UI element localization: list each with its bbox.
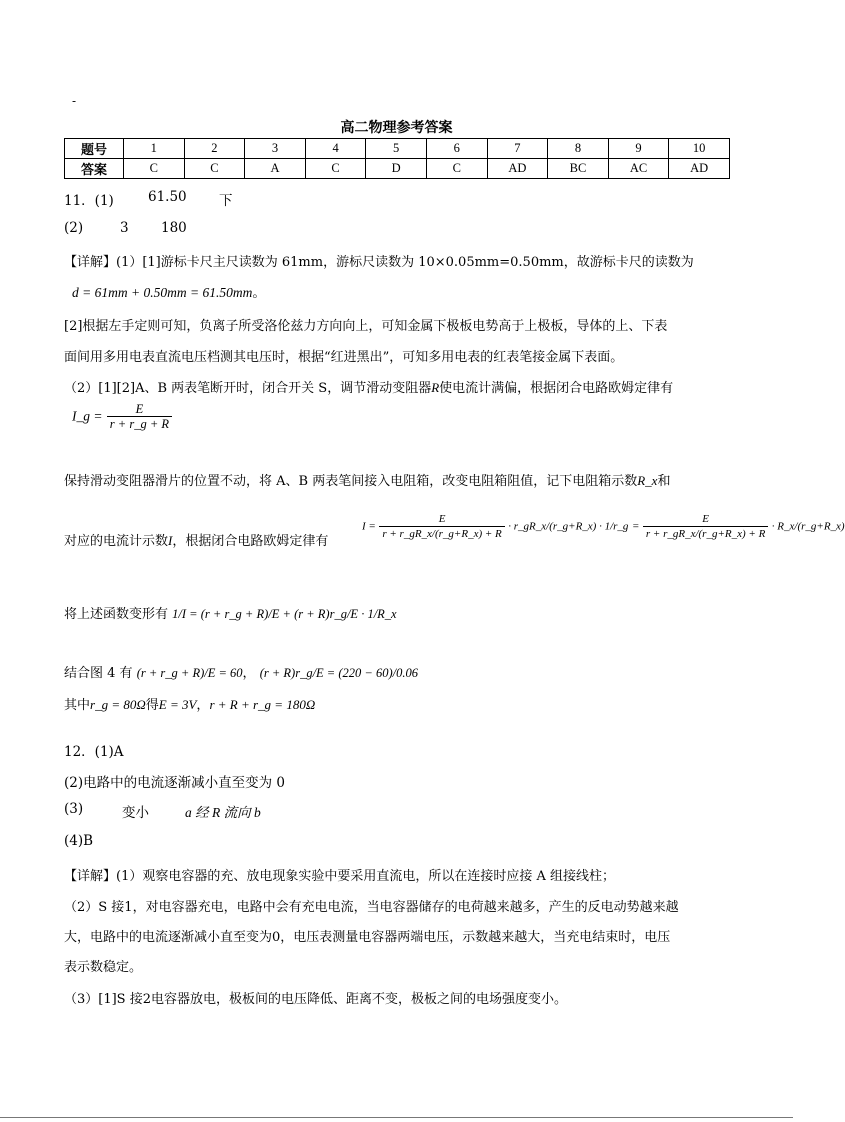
page-bottom-divider xyxy=(0,1117,793,1118)
q11-para5 xyxy=(64,530,328,549)
q11-answer4: 180 xyxy=(161,220,187,236)
table-cell: D xyxy=(366,159,427,179)
q11-para2-line1: [2]根据左手定则可知，负离子所受洛伦兹力方向向上，可知金属下极板电势高于上极板，导体的上、下表 xyxy=(64,319,668,334)
page-title: 高二物理参考答案 xyxy=(340,120,453,136)
q11-formula1: d = 61mm + 0.50mm = 61.50mm xyxy=(72,285,253,300)
q11-para8-eq3: r + R + r_g = 180Ω xyxy=(209,697,316,712)
q11-para4-end: 和 xyxy=(657,474,671,489)
answer-row xyxy=(65,159,730,179)
eq2-equals: = xyxy=(631,520,640,533)
q11-answer1: 61.50 xyxy=(148,189,187,205)
q11-para5-text: 对应的电流计示数 xyxy=(64,534,169,549)
table-cell: C xyxy=(184,159,245,179)
q12-detail2-line3: 表示数稳定。 xyxy=(64,960,143,975)
q11-para8-eq1: r_g = 80Ω xyxy=(90,697,146,712)
eq2-numerator-b: E xyxy=(643,512,768,527)
q11-answer3: 3 xyxy=(120,220,129,236)
eq2-mult-a: · r_gR_x/(r_g+R_x) · 1/r_g xyxy=(508,520,629,533)
q12-line4: (4)B xyxy=(64,833,94,849)
q11-para3-text: （2）[1][2]A、B 两表笔断开时，闭合开关 S，调节滑动变阻器 xyxy=(64,381,432,396)
row-label-number: 题号 xyxy=(65,139,124,159)
q11-para8 xyxy=(64,694,315,713)
q11-para4-text: 保持滑动变阻器滑片的位置不动，将 A、B 两表笔间接入电阻箱，改变电阻箱阻值，记下电阻箱示数 xyxy=(64,474,638,489)
eq1-denominator: r + r_g + R xyxy=(109,417,170,431)
q11-formula1-line xyxy=(72,281,266,301)
q11-eq4-sep: ， xyxy=(242,666,256,681)
table-cell: 6 xyxy=(426,139,487,159)
eq2-fraction-a xyxy=(379,512,504,541)
q12-detail2-line2: 大，电路中的电流逐渐减小直至变为0，电压表测量电容器两端电压，示数越来越大，当充电结束时，电压 xyxy=(64,930,671,945)
q11-detail1: 【详解】(1）[1]游标卡尺主尺读数为 61mm，游标尺读数为 10×0.05mm=0.50mm，故游标卡尺的读数为 xyxy=(64,255,694,270)
q11-para7-text: 结合图 4 有 xyxy=(64,666,133,681)
q11-eq4a: (r + r_g + R)/E = 60 xyxy=(136,666,243,680)
table-cell: 4 xyxy=(305,139,366,159)
eq1-fraction xyxy=(107,402,172,431)
question-number-row xyxy=(65,139,730,159)
q11-para3-end: 使电流计满偏，根据闭合电路欧姆定律有 xyxy=(439,381,674,396)
q12-part3: (3) xyxy=(64,801,84,817)
table-cell: 7 xyxy=(487,139,548,159)
q11-part2: (2) xyxy=(64,220,84,236)
table-cell: AD xyxy=(487,159,548,179)
q11-para8-b: 得 xyxy=(145,698,159,713)
q12-detail1: 【详解】(1）观察电容器的充、放电现象实验中要采用直流电，所以在连接时应接 A 组接线柱； xyxy=(64,869,615,884)
q11-para6-text: 将上述函数变形有 xyxy=(64,607,169,622)
table-cell: 9 xyxy=(608,139,669,159)
table-cell: 1 xyxy=(124,139,185,159)
table-cell: 8 xyxy=(548,139,609,159)
q11-formula1-end: 。 xyxy=(252,285,266,301)
q12-line2: (2)电路中的电流逐渐减小直至变为 0 xyxy=(64,775,286,791)
table-cell: C xyxy=(124,159,185,179)
q12-line1: 12．(1)A xyxy=(64,744,124,760)
answer-table xyxy=(64,138,730,179)
q11-para7 xyxy=(64,662,418,681)
table-cell: AD xyxy=(669,159,730,179)
eq2-mult-b: · R_x/(r_g+R_x) xyxy=(771,520,845,533)
q11-para5-var: I xyxy=(168,533,173,548)
eq1-numerator: E xyxy=(107,402,172,417)
q11-line2 xyxy=(64,220,187,236)
q11-eq2 xyxy=(362,512,845,541)
q11-number: 11．(1) xyxy=(64,193,114,209)
header-mark: - xyxy=(72,94,77,108)
eq2-lhs: I = xyxy=(362,520,376,533)
q12-answer3b: a 经 R 流向 b xyxy=(185,805,261,820)
q11-para4 xyxy=(64,470,670,489)
table-cell: AC xyxy=(608,159,669,179)
q12-detail2-line1: （2）S 接1，对电容器充电，电路中会有充电电流，当电容器储存的电荷越来越多，产生的反电动势越来越 xyxy=(64,900,679,915)
q12-line3 xyxy=(64,801,261,821)
q12-detail3: （3）[1]S 接2电容器放电，极板间的电压降低、距离不变，极板之间的电场强度变小。 xyxy=(64,992,567,1007)
q11-para8-a: 其中 xyxy=(64,698,91,713)
table-cell: 10 xyxy=(669,139,730,159)
eq2-denominator-a: r + r_gR_x/(r_g+R_x) + R xyxy=(382,528,502,540)
table-cell: C xyxy=(426,159,487,179)
row-label-answer: 答案 xyxy=(65,159,124,179)
table-cell: C xyxy=(305,159,366,179)
table-cell: 5 xyxy=(366,139,427,159)
table-cell: 3 xyxy=(245,139,306,159)
eq2-denominator-b: r + r_gR_x/(r_g+R_x) + R xyxy=(645,528,766,540)
table-cell: 2 xyxy=(184,139,245,159)
q11-eq1 xyxy=(72,402,172,431)
q11-para5-mid: ，根据闭合电路欧姆定律有 xyxy=(172,534,329,549)
eq2-numerator-a: E xyxy=(379,512,504,527)
eq2-fraction-b xyxy=(643,512,768,541)
eq1-lhs: I_g = xyxy=(72,408,103,424)
q11-para6 xyxy=(64,603,397,622)
q11-answer2: 下 xyxy=(219,193,233,209)
q11-line1 xyxy=(64,189,233,209)
q11-para3 xyxy=(64,377,673,396)
q11-para2-line2: 面间用多用电表直流电压档测其电压时，根据“红进黑出”，可知多用电表的红表笔接金属下表面。 xyxy=(64,350,624,365)
q11-para8-c: ， xyxy=(196,698,210,713)
q11-para3-var: R xyxy=(431,380,440,395)
q11-para4-var: R_x xyxy=(637,473,658,488)
q11-eq3: 1/I = (r + r_g + R)/E + (r + R)r_g/E · 1/R_x xyxy=(172,607,397,621)
table-cell: A xyxy=(245,159,306,179)
q11-eq4b: (r + R)r_g/E = (220 − 60)/0.06 xyxy=(259,666,418,680)
q11-para8-eq2: E = 3V xyxy=(158,697,197,712)
q12-answer3a: 变小 xyxy=(122,805,149,821)
table-cell: BC xyxy=(548,159,609,179)
